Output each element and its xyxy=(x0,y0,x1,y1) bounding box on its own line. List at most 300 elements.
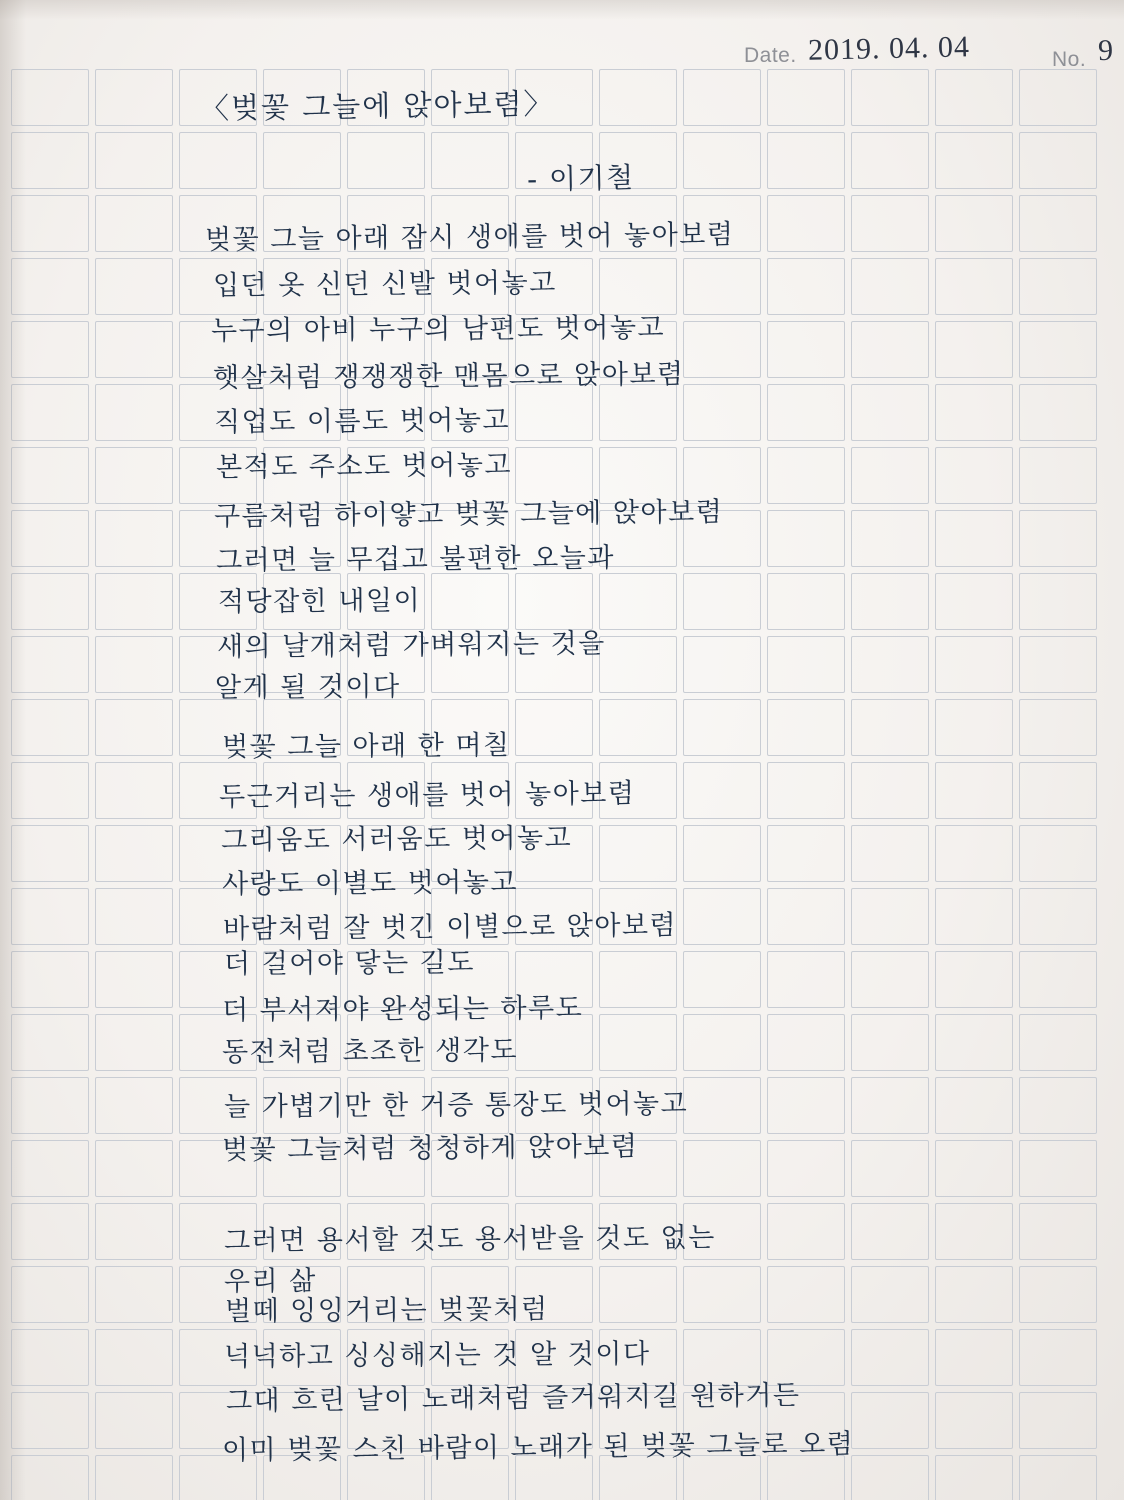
grid-cell-box xyxy=(179,1329,257,1386)
grid-cell-box xyxy=(851,510,929,567)
grid-cell-box xyxy=(179,699,257,756)
grid-cell-box xyxy=(347,321,425,378)
grid-cell xyxy=(680,129,764,192)
grid-cell-box xyxy=(95,951,173,1008)
grid-cell-box xyxy=(851,69,929,126)
grid-cell-box xyxy=(683,699,761,756)
grid-cell-box xyxy=(515,825,593,882)
poem-line: 그대 흐린 날이 노래처럼 즐거워지길 원하거든 xyxy=(225,1379,801,1418)
grid-cell-box xyxy=(599,699,677,756)
grid-cell xyxy=(932,1263,1016,1326)
grid-cell-box xyxy=(683,321,761,378)
grid-cell-box xyxy=(347,69,425,126)
grid-cell xyxy=(260,633,344,696)
grid-cell xyxy=(512,1263,596,1326)
grid-cell-box xyxy=(599,195,677,252)
grid-cell-box xyxy=(95,888,173,945)
grid-cell-box xyxy=(95,447,173,504)
poem-author: - 이기철 xyxy=(526,160,635,197)
grid-cell xyxy=(92,759,176,822)
grid-cell xyxy=(680,507,764,570)
grid-cell xyxy=(512,759,596,822)
grid-cell-box xyxy=(179,1077,257,1134)
grid-cell-box xyxy=(347,1140,425,1197)
grid-cell xyxy=(1016,1326,1100,1389)
grid-cell-box xyxy=(935,1077,1013,1134)
grid-cell xyxy=(92,885,176,948)
grid-cell xyxy=(932,948,1016,1011)
grid-cell xyxy=(1016,1011,1100,1074)
grid-cell xyxy=(344,633,428,696)
grid-cell-box xyxy=(683,510,761,567)
grid-cell xyxy=(512,1011,596,1074)
grid-cell-box xyxy=(1019,258,1097,315)
grid-cell xyxy=(848,1137,932,1200)
grid-cell xyxy=(344,1389,428,1452)
grid-cell-box xyxy=(1019,1455,1097,1500)
grid-cell-box xyxy=(179,132,257,189)
grid-cell-box xyxy=(179,69,257,126)
grid-cell-box xyxy=(95,132,173,189)
grid-cell xyxy=(260,1137,344,1200)
grid-cell-box xyxy=(263,132,341,189)
grid-cell-box xyxy=(431,1014,509,1071)
grid-cell-box xyxy=(431,447,509,504)
grid-cell xyxy=(764,822,848,885)
grid-cell xyxy=(260,1200,344,1263)
grid-cell-box xyxy=(599,1266,677,1323)
grid-cell xyxy=(932,822,1016,885)
grid-cell xyxy=(260,1263,344,1326)
grid-cell xyxy=(92,507,176,570)
grid-cell xyxy=(1016,255,1100,318)
grid-cell-box xyxy=(599,888,677,945)
grid-cell xyxy=(764,66,848,129)
grid-cell xyxy=(1016,1452,1100,1500)
grid-cell xyxy=(260,948,344,1011)
grid-cell-box xyxy=(263,1392,341,1449)
grid-cell xyxy=(176,885,260,948)
grid-cell-box xyxy=(95,1014,173,1071)
grid-cell-box xyxy=(347,384,425,441)
grid-cell-box xyxy=(95,1329,173,1386)
grid-cell-box xyxy=(347,510,425,567)
grid-cell-box xyxy=(95,573,173,630)
poem-line: 이미 벚꽃 스친 바람이 노래가 된 벚꽃 그늘로 오렴 xyxy=(221,1428,855,1467)
grid-cell xyxy=(512,381,596,444)
grid-cell xyxy=(344,1200,428,1263)
grid-cell xyxy=(596,255,680,318)
grid-cell-box xyxy=(179,447,257,504)
grid-cell-box xyxy=(95,1077,173,1134)
grid-cell-box xyxy=(431,1077,509,1134)
grid-cell xyxy=(932,1389,1016,1452)
grid-cell-box xyxy=(515,636,593,693)
grid-cell xyxy=(932,318,1016,381)
grid-cell xyxy=(428,1326,512,1389)
grid-cell xyxy=(764,381,848,444)
grid-cell xyxy=(512,66,596,129)
grid-cell-box xyxy=(431,321,509,378)
poem-line: 그러면 늘 무겁고 불편한 오늘과 xyxy=(215,542,616,577)
grid-cell-box xyxy=(935,573,1013,630)
grid-cell xyxy=(344,66,428,129)
grid-cell xyxy=(596,885,680,948)
grid-cell xyxy=(680,1200,764,1263)
grid-cell-box xyxy=(1019,321,1097,378)
grid-cell-box xyxy=(431,1203,509,1260)
grid-cell xyxy=(848,948,932,1011)
grid-cell-box xyxy=(599,258,677,315)
grid-cell xyxy=(176,948,260,1011)
grid-cell-box xyxy=(599,1203,677,1260)
grid-cell xyxy=(260,381,344,444)
grid-cell-box xyxy=(851,573,929,630)
grid-cell-box xyxy=(347,699,425,756)
grid-cell xyxy=(260,507,344,570)
grid-cell-box xyxy=(179,258,257,315)
grid-cell xyxy=(764,1389,848,1452)
grid-cell-box xyxy=(599,1140,677,1197)
grid-cell-box xyxy=(347,1014,425,1071)
poem-line: 직업도 이름도 벗어놓고 xyxy=(213,404,511,439)
grid-cell-box xyxy=(935,321,1013,378)
grid-cell xyxy=(848,507,932,570)
grid-cell-box xyxy=(179,951,257,1008)
poem-line: 구름처럼 하이얗고 벚꽃 그늘에 앉아보렴 xyxy=(213,496,724,533)
grid-cell xyxy=(848,759,932,822)
grid-cell xyxy=(512,1137,596,1200)
grid-cell xyxy=(596,1074,680,1137)
grid-cell-box xyxy=(515,321,593,378)
grid-cell xyxy=(932,1011,1016,1074)
grid-cell-box xyxy=(935,384,1013,441)
grid-cell xyxy=(596,444,680,507)
grid-cell xyxy=(680,885,764,948)
grid-cell xyxy=(428,1263,512,1326)
grid-cell xyxy=(260,129,344,192)
grid-cell-box xyxy=(683,258,761,315)
grid-cell xyxy=(848,1011,932,1074)
grid-cell-box xyxy=(599,825,677,882)
grid-cell xyxy=(176,1137,260,1200)
grid-cell xyxy=(92,948,176,1011)
grid-cell xyxy=(260,1452,344,1500)
grid-cell xyxy=(176,1263,260,1326)
grid-cell-box xyxy=(515,384,593,441)
grid-cell xyxy=(1016,1200,1100,1263)
grid-cell xyxy=(176,66,260,129)
grid-cell-box xyxy=(683,1329,761,1386)
grid-cell xyxy=(848,696,932,759)
grid-cell-box xyxy=(1019,447,1097,504)
grid-cell-box xyxy=(767,1014,845,1071)
grid-cell-box xyxy=(263,825,341,882)
grid-cell xyxy=(428,507,512,570)
poem-line: 두근거리는 생애를 벗어 놓아보렴 xyxy=(218,778,636,813)
grid-cell-box xyxy=(1019,825,1097,882)
grid-cell-box xyxy=(851,762,929,819)
grid-cell xyxy=(428,948,512,1011)
poem-line: 우리 삶 xyxy=(223,1265,317,1298)
grid-cell-box xyxy=(683,447,761,504)
grid-cell-box xyxy=(95,1455,173,1500)
grid-cell-box xyxy=(515,132,593,189)
grid-cell xyxy=(512,507,596,570)
grid-cell xyxy=(848,1263,932,1326)
grid-cell xyxy=(428,1137,512,1200)
grid-cell xyxy=(512,633,596,696)
grid-cell-box xyxy=(347,951,425,1008)
grid-cell xyxy=(512,1200,596,1263)
grid-cell-box xyxy=(347,888,425,945)
grid-cell xyxy=(92,255,176,318)
grid-cell-box xyxy=(935,258,1013,315)
grid-cell-box xyxy=(347,1455,425,1500)
grid-cell-box xyxy=(599,1329,677,1386)
grid-cell xyxy=(428,1452,512,1500)
grid-cell-box xyxy=(599,69,677,126)
grid-cell-box xyxy=(431,825,509,882)
grid-cell xyxy=(764,633,848,696)
manuscript-grid xyxy=(8,66,1100,1500)
grid-cell xyxy=(680,66,764,129)
grid-cell-box xyxy=(515,1203,593,1260)
grid-cell-box xyxy=(179,573,257,630)
grid-cell xyxy=(344,696,428,759)
grid-cell-box xyxy=(431,1329,509,1386)
date-label: Date. xyxy=(744,44,797,67)
poem-line: 새의 날개처럼 가벼워지는 것을 xyxy=(216,628,606,663)
grid-cell-box xyxy=(347,1392,425,1449)
grid-cell-box xyxy=(851,636,929,693)
grid-cell xyxy=(344,885,428,948)
grid-cell-box xyxy=(263,1455,341,1500)
grid-cell xyxy=(848,192,932,255)
grid-cell xyxy=(680,570,764,633)
grid-cell xyxy=(260,570,344,633)
grid-cell xyxy=(344,1263,428,1326)
grid-cell xyxy=(848,255,932,318)
grid-cell-box xyxy=(95,825,173,882)
grid-cell xyxy=(848,129,932,192)
grid-cell-box xyxy=(515,1455,593,1500)
grid-cell-box xyxy=(1019,888,1097,945)
grid-cell xyxy=(1016,318,1100,381)
grid-cell-box xyxy=(851,447,929,504)
grid-cell-box xyxy=(935,510,1013,567)
poem-line: 알게 될 것이다 xyxy=(214,671,401,704)
grid-cell xyxy=(680,822,764,885)
grid-cell-box xyxy=(767,510,845,567)
grid-cell-box xyxy=(431,1140,509,1197)
grid-cell-box xyxy=(851,132,929,189)
grid-cell-box xyxy=(179,510,257,567)
grid-cell xyxy=(848,570,932,633)
grid-cell xyxy=(92,381,176,444)
grid-cell-box xyxy=(1019,384,1097,441)
grid-cell-box xyxy=(431,195,509,252)
grid-cell-box xyxy=(767,132,845,189)
grid-cell-box xyxy=(767,573,845,630)
grid-cell-box xyxy=(179,321,257,378)
grid-cell xyxy=(764,1137,848,1200)
grid-cell-box xyxy=(431,69,509,126)
grid-cell-box xyxy=(431,510,509,567)
grid-cell xyxy=(848,66,932,129)
grid-cell xyxy=(1016,1137,1100,1200)
poem-line: 적당잡힌 내일이 xyxy=(217,585,422,618)
grid-cell-box xyxy=(935,951,1013,1008)
grid-cell-box xyxy=(599,1014,677,1071)
grid-cell xyxy=(344,759,428,822)
grid-cell xyxy=(932,192,1016,255)
grid-cell xyxy=(596,1263,680,1326)
grid-cell-box xyxy=(1019,1203,1097,1260)
grid-cell-box xyxy=(95,321,173,378)
grid-cell-box xyxy=(851,1329,929,1386)
grid-cell-box xyxy=(767,1203,845,1260)
grid-cell xyxy=(764,1326,848,1389)
grid-cell-box xyxy=(431,573,509,630)
grid-cell-box xyxy=(683,1077,761,1134)
grid-cell-box xyxy=(263,1266,341,1323)
grid-cell xyxy=(92,1074,176,1137)
grid-cell-box xyxy=(347,1329,425,1386)
grid-cell-box xyxy=(431,1266,509,1323)
grid-cell xyxy=(260,255,344,318)
grid-cell xyxy=(680,1326,764,1389)
grid-cell-box xyxy=(179,1266,257,1323)
grid-cell-box xyxy=(767,447,845,504)
grid-cell-box xyxy=(515,69,593,126)
grid-cell-box xyxy=(767,384,845,441)
grid-cell xyxy=(92,444,176,507)
grid-cell xyxy=(680,1389,764,1452)
grid-cell xyxy=(92,633,176,696)
grid-cell-box xyxy=(515,951,593,1008)
grid-cell-box xyxy=(683,132,761,189)
grid-cell xyxy=(932,66,1016,129)
grid-cell-box xyxy=(599,447,677,504)
poem-line: 바람처럼 잘 벗긴 이별으로 앉아보렴 xyxy=(222,910,678,945)
grid-cell-box xyxy=(935,762,1013,819)
grid-cell-box xyxy=(683,1140,761,1197)
grid-cell xyxy=(92,1137,176,1200)
grid-cell xyxy=(596,948,680,1011)
date-value: 2019. 04. 04 xyxy=(807,30,971,67)
grid-cell-box xyxy=(683,825,761,882)
grid-cell xyxy=(512,696,596,759)
grid-cell-box xyxy=(347,573,425,630)
grid-cell xyxy=(260,696,344,759)
grid-cell xyxy=(344,255,428,318)
grid-cell-box xyxy=(851,1203,929,1260)
grid-cell-box xyxy=(683,1014,761,1071)
grid-cell xyxy=(764,1011,848,1074)
grid-cell xyxy=(260,318,344,381)
grid-cell-box xyxy=(935,69,1013,126)
grid-cell-box xyxy=(179,1392,257,1449)
grid-cell xyxy=(764,570,848,633)
grid-cell-box xyxy=(515,447,593,504)
grid-cell xyxy=(764,696,848,759)
grid-cell xyxy=(260,192,344,255)
grid-cell xyxy=(344,129,428,192)
grid-cell-box xyxy=(599,321,677,378)
grid-cell-box xyxy=(935,636,1013,693)
grid-cell-box xyxy=(935,1266,1013,1323)
grid-cell-box xyxy=(599,762,677,819)
grid-cell xyxy=(680,192,764,255)
grid-cell-box xyxy=(263,384,341,441)
grid-cell-box xyxy=(431,762,509,819)
grid-cell-box xyxy=(599,510,677,567)
grid-cell-box xyxy=(767,195,845,252)
poem-line: 입던 옷 신던 신발 벗어놓고 xyxy=(212,267,557,302)
grid-cell-box xyxy=(347,825,425,882)
grid-cell-box xyxy=(95,195,173,252)
grid-cell-box xyxy=(263,1203,341,1260)
grid-cell xyxy=(260,66,344,129)
grid-cell xyxy=(596,192,680,255)
grid-cell-box xyxy=(767,636,845,693)
poem-line: 벚꽃 그늘처럼 청청하게 앉아보렴 xyxy=(221,1131,639,1166)
grid-cell xyxy=(512,885,596,948)
grid-cell xyxy=(176,192,260,255)
grid-cell-box xyxy=(767,1392,845,1449)
grid-cell xyxy=(428,1074,512,1137)
grid-cell xyxy=(176,633,260,696)
grid-cell-box xyxy=(431,1455,509,1500)
grid-cell xyxy=(848,633,932,696)
grid-cell xyxy=(92,1389,176,1452)
grid-cell xyxy=(932,885,1016,948)
grid-cell-box xyxy=(515,1266,593,1323)
grid-cell xyxy=(176,1074,260,1137)
grid-cell-box xyxy=(263,573,341,630)
grid-cell-box xyxy=(263,951,341,1008)
grid-cell-box xyxy=(263,195,341,252)
grid-cell-box xyxy=(347,1077,425,1134)
grid-cell xyxy=(428,1200,512,1263)
grid-cell xyxy=(260,444,344,507)
page-edge-shadow-top xyxy=(0,0,1124,20)
grid-cell xyxy=(680,759,764,822)
grid-cell xyxy=(428,381,512,444)
grid-cell-box xyxy=(515,699,593,756)
grid-cell xyxy=(176,1200,260,1263)
poem-line: 더 부서져야 완성되는 하루도 xyxy=(221,992,584,1027)
grid-cell-box xyxy=(851,1266,929,1323)
grid-cell xyxy=(428,633,512,696)
grid-cell-box xyxy=(347,762,425,819)
grid-cell xyxy=(512,948,596,1011)
grid-cell-box xyxy=(599,636,677,693)
grid-cell xyxy=(596,1326,680,1389)
grid-cell-box xyxy=(263,699,341,756)
grid-cell-box xyxy=(515,573,593,630)
grid-cell xyxy=(848,444,932,507)
grid-cell-box xyxy=(347,132,425,189)
grid-cell-box xyxy=(767,762,845,819)
poem-line: 벌떼 잉잉거리는 벚꽃처럼 xyxy=(224,1293,549,1328)
grid-cell xyxy=(680,1263,764,1326)
grid-cell-box xyxy=(599,384,677,441)
poem-line: 햇살처럼 쟁쟁쟁한 맨몸으로 앉아보렴 xyxy=(212,358,685,395)
grid-cell-box xyxy=(935,699,1013,756)
grid-cell xyxy=(428,1011,512,1074)
